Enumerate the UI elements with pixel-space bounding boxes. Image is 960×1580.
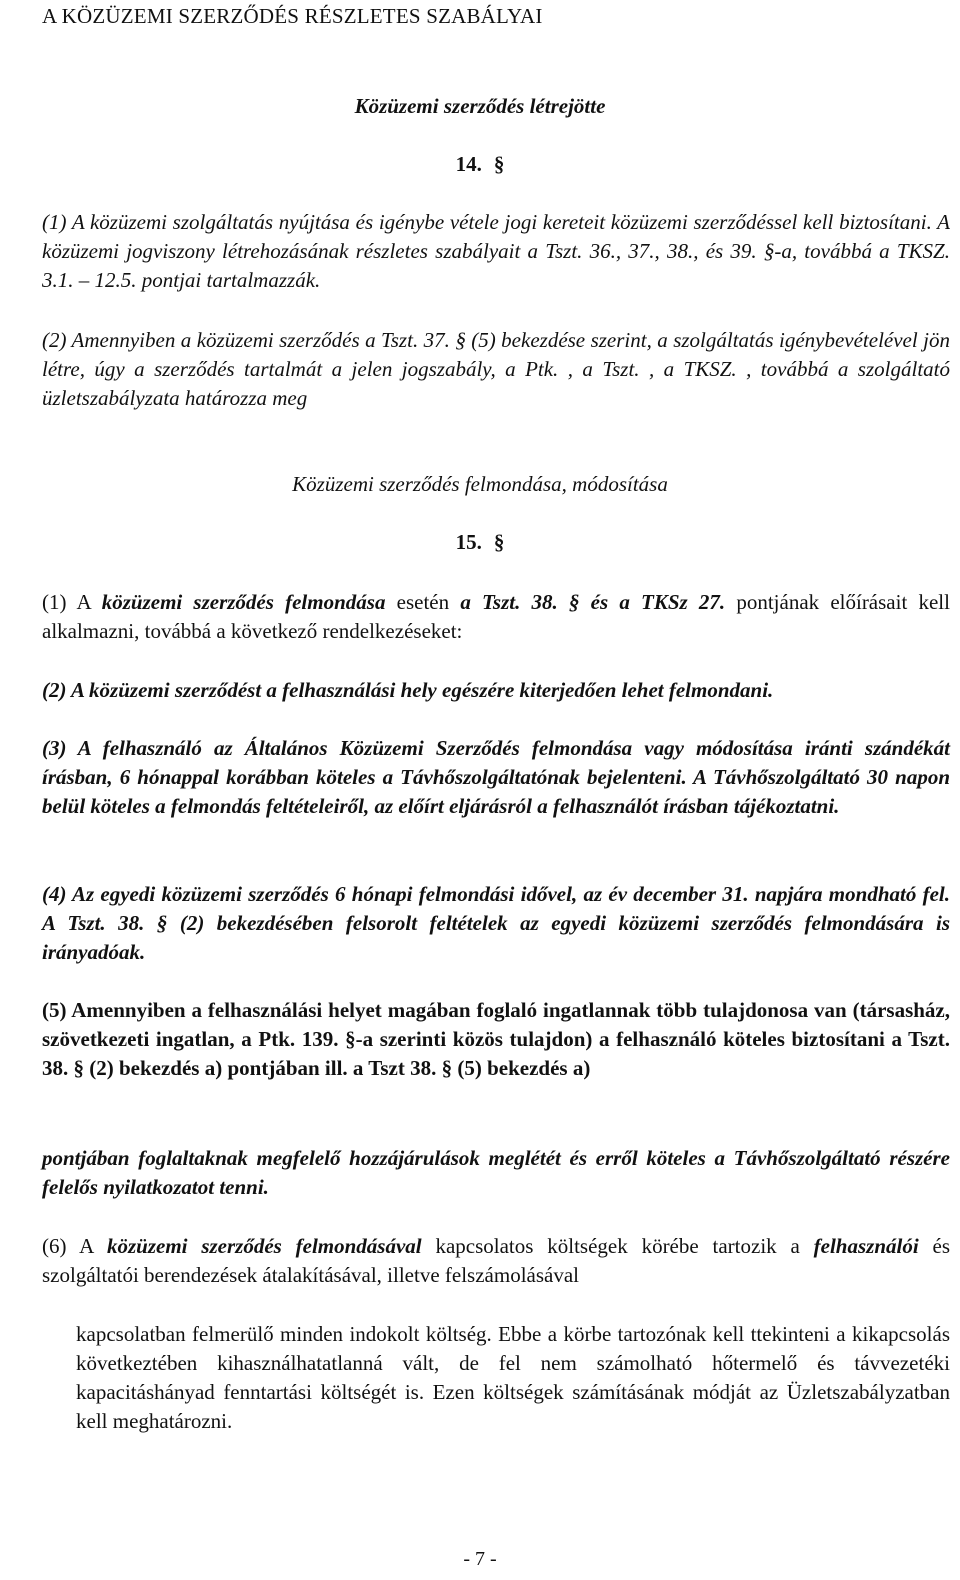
paragraph-15-4: (4) Az egyedi közüzemi szerződés 6 hónapi felmondási idővel, az év december 31. napjára mondható fel. A Tszt. 38. § (2) bekezdésében felsorolt feltételek az egyedi közüzemi szerződés felmondására is irányadóak. [42,882,950,964]
paragraph-14-2: (2) Amennyiben a közüzemi szerződés a Tszt. 37. § (5) bekezdése szerint, a szolgáltatás igénybevételével jön létre, úgy a szerződés tartalmát a jelen jogszabály, a Ptk. , a Tszt. , a TKSZ. , továbbá a szolgáltató üzletszabályzata határozza meg [42,328,950,410]
p6-suffix: és szolgáltatói berendezések átalakításával, illetve felszámolásával [42,1234,950,1287]
paragraph-15-2: (2) A közüzemi szerződést a felhasználási hely egészére kiterjedően lehet felmondani. [42,678,774,702]
paragraph-15-6 [42,1232,950,1290]
p1-suffix: pontjának előírásait kell alkalmazni, továbbá a következő rendelkezéseket: [42,590,950,643]
p1-emphasis: közüzemi szerződés felmondása [101,590,386,614]
section-sign: § [493,530,505,554]
paragraph-15-5: (5) Amennyiben a felhasználási helyet magában foglaló ingatlannak több tulajdonosa van (társasház, szövetkezeti ingatlan, a Ptk. 139. §-a szerinti közös tulajdon) a felhasználó köteles biztosítani a Tszt. 38. § (2) bekezdés a) pontjában ill. a Tszt 38. § (5) bekezdés a) [42,998,950,1080]
paragraph-15-5-continued: pontjában foglaltaknak megfelelő hozzájárulások meglétét és erről köteles a Távhőszolgáltató részére felelős nyilatkozatot tenni. [42,1146,950,1199]
p6-users: felhasználói [813,1234,919,1258]
p6-emphasis: közüzemi szerződés felmondásával [106,1234,422,1258]
p6-mid: kapcsolatos költségek körébe tartozik a [421,1234,814,1258]
document-title: A KÖZÜZEMI SZERZŐDÉS RÉSZLETES SZABÁLYAI [42,4,543,28]
section-heading-conclusion: Közüzemi szerződés létrejötte [354,94,606,118]
section-number-14 [0,152,960,177]
p1-reference: a Tszt. 38. § és a TKSz 27. [460,590,726,614]
p6-prefix: (6) A [42,1234,107,1258]
paragraph-15-1 [42,588,950,646]
paragraph-15-6-continued: kapcsolatban felmerülő minden indokolt költség. Ebbe a körbe tartozónak kell ttekinteni a kikapcsolás következtében kihasználhatatlanná vált, de fel nem számolható hőtermelő és távvezetéki kapacitáshányad fenntartási költségét is. Ezen költségek számításának módját az Üzletszabályzatban kell meghatározni. [76,1322,950,1433]
section-number-text: 15. [455,530,482,554]
section-number-text: 14. [455,152,482,176]
paragraph-14-1: (1) A közüzemi szolgáltatás nyújtása és igénybe vétele jogi kereteit közüzemi szerződéssel kell biztosítani. A közüzemi jogviszony létrehozásának részletes szabályait a Tszt. 36., 37., 38., és 39. §-a, továbbá a TKSZ. 3.1. – 12.5. pontjai tartalmazzák. [42,210,950,292]
p1-mid: esetén [385,590,461,614]
section-sign: § [493,152,505,176]
section-heading-termination: Közüzemi szerződés felmondása, módosítása [292,472,668,496]
page-number: - 7 - [463,1548,497,1570]
paragraph-15-3: (3) A felhasználó az Általános Közüzemi Szerződés felmondása vagy módosítása iránti szándékát írásban, 6 hónappal korábban köteles a Távhőszolgáltatónak bejelenteni. A Távhőszolgáltató 30 napon belül köteles a felmondás feltételeiről, az előírt eljárásról a felhasználót írásban tájékoztatni. [42,736,950,818]
section-number-15 [0,530,960,555]
p1-prefix: (1) A [42,590,102,614]
